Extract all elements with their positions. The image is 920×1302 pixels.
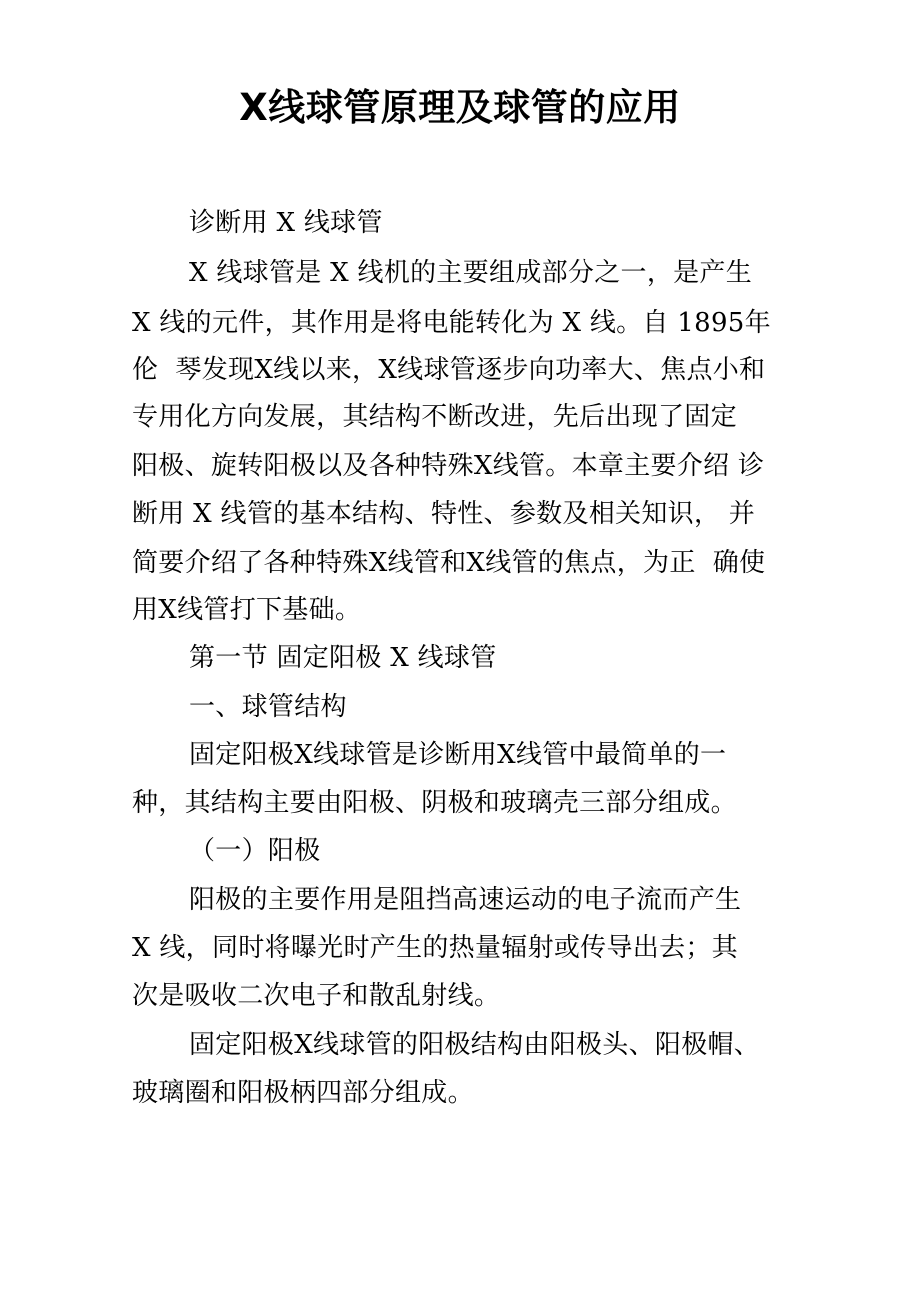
document-title: X线球管原理及球管的应用 (239, 86, 681, 129)
paragraph-line: 简要介绍了各种特殊X线管和X线管的焦点，为正 确使 (132, 548, 766, 578)
subsection-heading: （一）阳极 (189, 836, 321, 866)
paragraph-line: 断用 X 线管的基本结构、特性、参数及相关知识， 并 (132, 499, 756, 529)
paragraph-line: 固定阳极X线球管的阳极结构由阳极头、阳极帽、 (189, 1030, 761, 1060)
paragraph-line: 阳极、旋转阳极以及各种特殊X线管。本章主要介绍 诊 (132, 451, 765, 481)
paragraph-line: 固定阳极X线球管是诊断用X线管中最简单的一 (189, 740, 727, 770)
section-heading: 第一节 固定阳极 X 线球管 (189, 643, 497, 673)
paragraph-line: X 线球管是 X 线机的主要组成部分之一，是产生 (189, 258, 753, 288)
paragraph-line: 阳极的主要作用是阻挡高速运动的电子流而产生 (189, 885, 742, 915)
paragraph-line: 用X线管打下基础。 (132, 595, 362, 625)
paragraph-line: 专用化方向发展，其结构不断改进，先后出现了固定 (132, 402, 737, 432)
paragraph-line: 伦 琴发现X线以来，X线球管逐步向功率大、焦点小和 (132, 355, 766, 385)
section-heading: 诊断用 X 线球管 (189, 208, 383, 238)
paragraph-line: X 线，同时将曝光时产生的热量辐射或传导出去；其 (132, 933, 738, 963)
paragraph-line: 次是吸收二次电子和散乱射线。 (132, 981, 501, 1011)
paragraph-line: X 线的元件，其作用是将电能转化为 X 线。自 1895年 (132, 308, 771, 338)
paragraph-line: 玻璃圈和阳极柄四部分组成。 (132, 1078, 474, 1108)
paragraph-line: 种，其结构主要由阳极、阴极和玻璃壳三部分组成。 (132, 788, 737, 818)
subsection-heading: 一、球管结构 (189, 692, 347, 722)
